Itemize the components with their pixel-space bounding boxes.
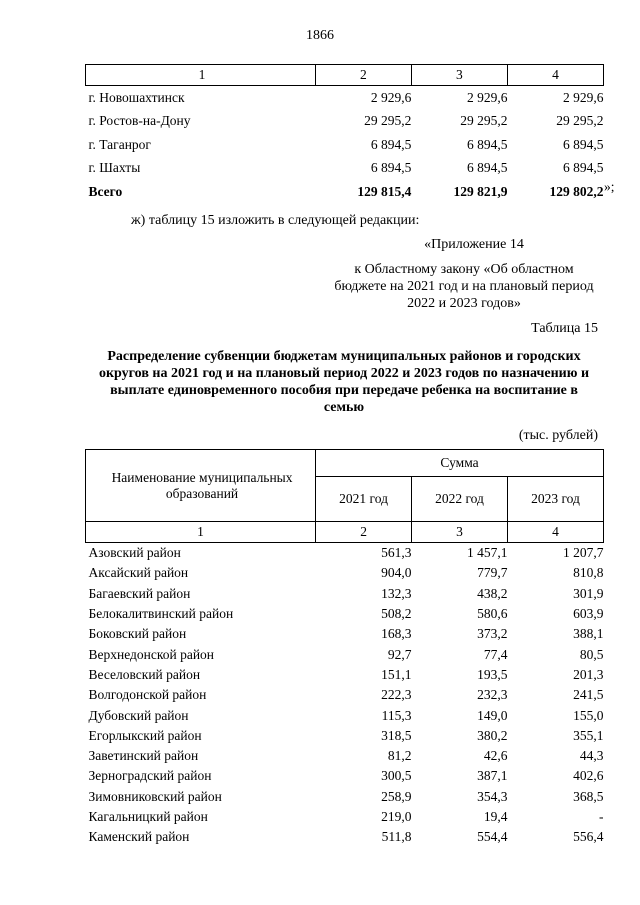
value-2023: 6 894,5 bbox=[563, 136, 604, 152]
row-name: Аксайский район bbox=[88, 565, 189, 581]
col-number-4: 4 bbox=[508, 522, 604, 543]
table-row bbox=[86, 807, 604, 827]
value-2021: 29 295,2 bbox=[364, 113, 412, 129]
value-2023: 1 207,7 bbox=[563, 545, 604, 561]
value-2023: 6 894,5 bbox=[563, 160, 604, 176]
value-2021: 904,0 bbox=[381, 565, 412, 581]
table-row bbox=[86, 644, 604, 664]
value-2022: 580,6 bbox=[477, 606, 508, 622]
table-row bbox=[86, 827, 604, 847]
table-row bbox=[86, 584, 604, 604]
value-2022: 42,6 bbox=[483, 748, 508, 764]
row-name: Верхнедонской район bbox=[88, 646, 215, 662]
total-2022: 129 821,9 bbox=[453, 183, 508, 199]
total-2021: 129 815,4 bbox=[357, 183, 412, 199]
row-name: Волгодонской район bbox=[88, 687, 207, 703]
value-2021: 561,3 bbox=[381, 545, 412, 561]
col-number-2: 2 bbox=[315, 65, 411, 86]
value-2021: 6 894,5 bbox=[370, 160, 412, 176]
row-name: Боковский район bbox=[88, 626, 187, 642]
header-sum: Сумма bbox=[316, 450, 604, 477]
table-row bbox=[86, 543, 604, 564]
value-2021: 6 894,5 bbox=[370, 136, 412, 152]
appendix-block bbox=[330, 236, 598, 312]
value-2023: 556,4 bbox=[573, 829, 604, 845]
value-2022: 438,2 bbox=[477, 585, 508, 601]
value-2021: 132,3 bbox=[381, 585, 412, 601]
value-2021: 300,5 bbox=[381, 768, 412, 784]
value-2023: 44,3 bbox=[579, 748, 604, 764]
total-2023: 129 802,2 bbox=[549, 183, 604, 199]
value-2021: 219,0 bbox=[381, 809, 412, 824]
value-2021: 151,1 bbox=[381, 666, 412, 682]
row-name: г. Ростов-на-Дону bbox=[88, 113, 191, 129]
value-2023: 80,5 bbox=[579, 646, 604, 662]
quote-close: »; bbox=[604, 179, 615, 194]
header-name: Наименование муниципальных образований bbox=[86, 450, 316, 522]
table-number: Таблица 15 bbox=[531, 321, 598, 336]
header-year-2023: 2023 год bbox=[508, 477, 604, 522]
row-name: г. Шахты bbox=[88, 160, 141, 176]
table-row bbox=[86, 665, 604, 685]
table-row bbox=[86, 624, 604, 644]
value-2023: 603,9 bbox=[573, 606, 604, 622]
table-row bbox=[86, 787, 604, 807]
units-label: (тыс. рублей) bbox=[518, 428, 598, 443]
col-number-3: 3 bbox=[412, 522, 508, 543]
value-2021: 258,9 bbox=[381, 788, 412, 804]
value-2022: 6 894,5 bbox=[466, 160, 508, 176]
value-2023: 29 295,2 bbox=[556, 113, 604, 129]
table-row bbox=[86, 110, 604, 134]
table-row bbox=[86, 157, 604, 181]
value-2021: 511,8 bbox=[381, 829, 412, 845]
page-number: 1866 bbox=[306, 28, 334, 43]
table-row bbox=[86, 746, 604, 766]
value-2023: 368,5 bbox=[573, 788, 604, 804]
table-row bbox=[86, 705, 604, 725]
value-2022: 2 929,6 bbox=[466, 89, 508, 105]
row-name: Каменский район bbox=[88, 829, 190, 845]
header-year-2021: 2021 год bbox=[316, 477, 412, 522]
value-2023: 810,8 bbox=[573, 565, 604, 581]
col-number-1: 1 bbox=[86, 522, 316, 543]
value-2023: - bbox=[599, 809, 604, 824]
row-name: Дубовский район bbox=[88, 707, 189, 723]
value-2022: 77,4 bbox=[483, 646, 508, 662]
top-table bbox=[85, 64, 604, 204]
header-row bbox=[86, 450, 604, 477]
value-2022: 387,1 bbox=[477, 768, 508, 784]
table-row bbox=[86, 133, 604, 157]
value-2023: 201,3 bbox=[573, 666, 604, 682]
header-year-2022: 2022 год bbox=[412, 477, 508, 522]
value-2023: 241,5 bbox=[573, 687, 604, 703]
row-name: Зимовниковский район bbox=[88, 788, 222, 804]
value-2023: 155,0 bbox=[573, 707, 604, 723]
row-name: Кагальницкий район bbox=[88, 809, 208, 824]
value-2022: 373,2 bbox=[477, 626, 508, 642]
top-table-header-row bbox=[86, 65, 604, 86]
value-2023: 388,1 bbox=[573, 626, 604, 642]
main-table-body bbox=[86, 543, 604, 848]
value-2021: 2 929,6 bbox=[370, 89, 412, 105]
value-2021: 92,7 bbox=[387, 646, 412, 662]
row-name: Заветинский район bbox=[88, 748, 199, 764]
value-2021: 222,3 bbox=[381, 687, 412, 703]
value-2022: 149,0 bbox=[477, 707, 508, 723]
value-2021: 168,3 bbox=[381, 626, 412, 642]
row-name: Зерноградский район bbox=[88, 768, 212, 784]
value-2023: 2 929,6 bbox=[563, 89, 604, 105]
col-number-4: 4 bbox=[507, 65, 603, 86]
value-2021: 318,5 bbox=[381, 727, 412, 743]
appendix-text: к Областному закону «Об областном бюджете на 2021 год и на плановый период 2022 и 2023 годов» bbox=[334, 262, 594, 311]
value-2022: 779,7 bbox=[477, 565, 508, 581]
row-name: Багаевский район bbox=[88, 585, 191, 601]
value-2022: 6 894,5 bbox=[466, 136, 508, 152]
value-2022: 354,3 bbox=[477, 788, 508, 804]
value-2021: 81,2 bbox=[387, 748, 412, 764]
row-name: г. Таганрог bbox=[88, 136, 151, 152]
main-table bbox=[85, 449, 604, 847]
row-name: Егорлыкский район bbox=[88, 727, 202, 743]
value-2022: 19,4 bbox=[483, 809, 508, 824]
appendix-title: «Приложение 14 bbox=[424, 237, 524, 252]
col-number-1: 1 bbox=[86, 65, 316, 86]
table-row bbox=[86, 726, 604, 746]
value-2023: 301,9 bbox=[573, 585, 604, 601]
value-2022: 29 295,2 bbox=[460, 113, 508, 129]
row-name: г. Новошахтинск bbox=[88, 89, 185, 105]
table-row bbox=[86, 766, 604, 786]
value-2023: 355,1 bbox=[573, 727, 604, 743]
table-title: Распределение субвенции бюджетам муниципальных районов и городских округов на 2021 год и на плановый период 2022 и 2023 годов по назначению и выплате единовременного пособия при передаче ребенка на воспитание в семью bbox=[98, 349, 590, 415]
table-row bbox=[86, 604, 604, 624]
row-name: Веселовский район bbox=[88, 666, 201, 682]
value-2022: 1 457,1 bbox=[467, 545, 508, 561]
col-number-2: 2 bbox=[316, 522, 412, 543]
value-2021: 508,2 bbox=[381, 606, 412, 622]
value-2022: 380,2 bbox=[477, 727, 508, 743]
row-name: Азовский район bbox=[88, 545, 181, 561]
table-row bbox=[86, 685, 604, 705]
total-row bbox=[86, 180, 604, 204]
table-row bbox=[86, 86, 604, 110]
col-number-3: 3 bbox=[411, 65, 507, 86]
value-2022: 193,5 bbox=[477, 666, 508, 682]
value-2023: 402,6 bbox=[573, 768, 604, 784]
table-row bbox=[86, 563, 604, 583]
column-number-row bbox=[86, 522, 604, 543]
value-2022: 554,4 bbox=[477, 829, 508, 845]
edit-note: ж) таблицу 15 изложить в следующей редакции: bbox=[131, 213, 420, 228]
value-2021: 115,3 bbox=[381, 707, 412, 723]
value-2022: 232,3 bbox=[477, 687, 508, 703]
total-label: Всего bbox=[88, 183, 123, 199]
row-name: Белокалитвинский район bbox=[88, 606, 234, 622]
